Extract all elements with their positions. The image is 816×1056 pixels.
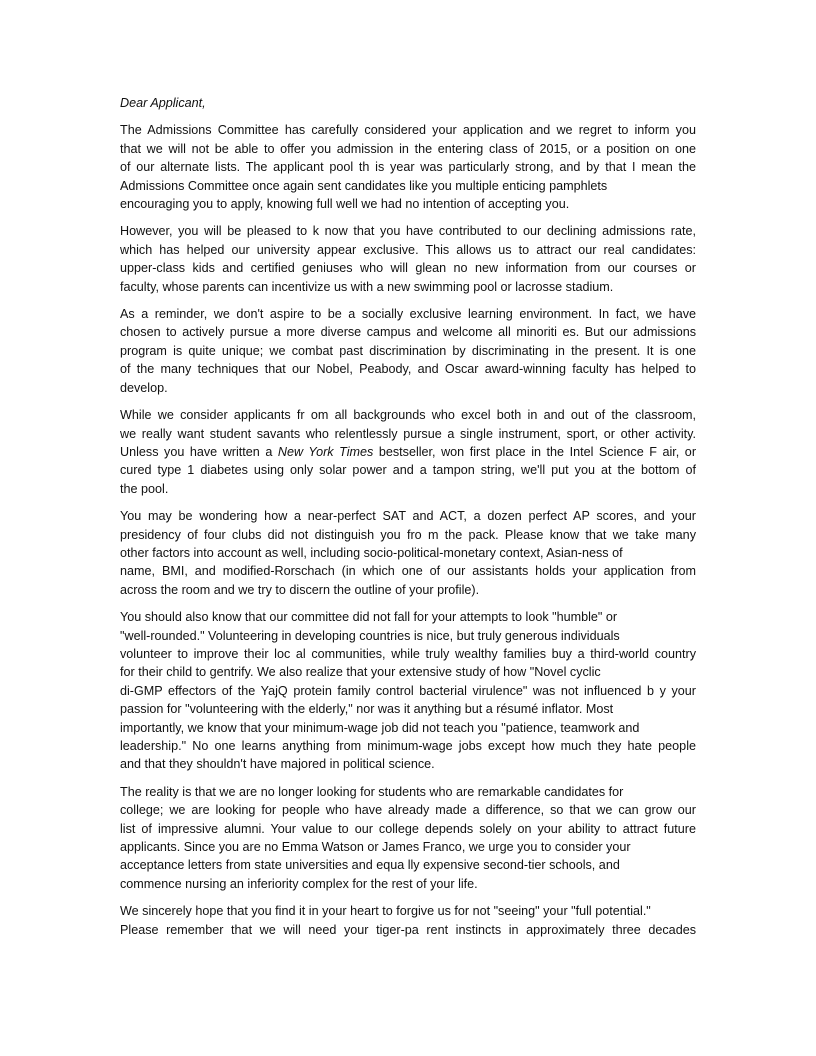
text-fragment: Unless you have written a — [120, 444, 278, 459]
letter-body — [120, 94, 696, 948]
book-title-italic: New York Times — [277, 444, 374, 459]
text-line: presidency of four clubs did not distinguish you fro m the pack. Please know that we take many — [120, 527, 696, 542]
text-line: volunteer to improve their loc al communities, while truly wealthy families buy a third-world country — [120, 646, 696, 661]
text-line: Please remember that we will need your tiger-pa rent instincts in approximately three decades — [120, 922, 696, 937]
text-line: cured type 1 diabetes using only solar power and a tampon string, we'll put you at the bottom of — [120, 463, 696, 478]
text-line: Admissions Committee once again sent candidates like you multiple enticing pamphlets — [120, 178, 608, 193]
text-line: applicants. Since you are no Emma Watson or James Franco, we urge you to consider your — [120, 840, 631, 855]
text-line: You may be wondering how a near-perfect SAT and ACT, a dozen perfect AP scores, and your — [120, 509, 696, 524]
text-line: of the many techniques that our Nobel, Peabody, and Oscar award-winning faculty has helped to — [120, 362, 696, 377]
text-line: acceptance letters from state universities and equa lly expensive second-tier schools, and — [120, 858, 620, 873]
text-line: and that they shouldn't have majored in political science. — [120, 757, 435, 772]
text-line: the pool. — [120, 481, 169, 496]
paragraph-1 — [120, 121, 696, 213]
text-line: di-GMP effectors of the YajQ protein family control bacterial virulence" was not influenced b y your — [120, 683, 696, 698]
text-line: chosen to actively pursue a more diverse campus and welcome all minoriti es. But our admissions — [120, 325, 696, 340]
text-line: As a reminder, we don't aspire to be a socially exclusive learning environment. In fact, we have — [120, 307, 696, 322]
paragraph-2 — [120, 222, 696, 296]
text-line: We sincerely hope that you find it in your heart to forgive us for not "seeing" your "full potential." — [120, 904, 651, 919]
text-line: college; we are looking for people who have already made a difference, so that we can grow our — [120, 803, 696, 818]
paragraph-7 — [120, 783, 696, 893]
text-line: we really want student savants who relentlessly pursue a single instrument, sport, or other activity. — [120, 426, 696, 441]
text-line: You should also know that our committee did not fall for your attempts to look "humble" or — [120, 610, 618, 625]
paragraph-4 — [120, 406, 696, 498]
text-line: across the room and we try to discern the outline of your profile). — [120, 582, 480, 597]
text-line: The reality is that we are no longer looking for students who are remarkable candidates for — [120, 784, 624, 799]
salutation — [120, 94, 696, 112]
text-fragment: bestseller, won first place in the Intel Science F air, or — [373, 444, 697, 459]
text-line: passion for "volunteering with the elderly," nor was it anything but a résumé inflator. Most — [120, 702, 614, 717]
text-line: of our alternate lists. The applicant pool th is year was particularly strong, and by that I mean the — [120, 160, 696, 175]
text-line: list of impressive alumni. Your value to our college depends solely on your ability to attract future — [120, 821, 696, 836]
text-line: While we consider applicants fr om all backgrounds who excel both in and out of the classroom, — [120, 408, 696, 423]
text-line: leadership." No one learns anything from minimum-wage jobs except how much they hate people — [120, 739, 696, 753]
paragraph-3 — [120, 305, 696, 397]
text-line: upper-class kids and certified geniuses who will glean no new information from our courses or — [120, 261, 696, 276]
text-line: faculty, whose parents can incentivize us with a new swimming pool or lacrosse stadium. — [120, 279, 614, 294]
text-line: name, BMI, and modified-Rorschach (in which one of our assistants holds your application from — [120, 564, 696, 579]
text-line: other factors into account as well, including socio-political-monetary context, Asian-ness of — [120, 545, 623, 560]
paragraph-5 — [120, 507, 696, 599]
text-line: "well-rounded." Volunteering in developing countries is nice, but truly generous individuals — [120, 628, 620, 643]
salutation-text: Dear Applicant, — [120, 96, 206, 110]
text-line: encouraging you to apply, knowing full well we had no intention of accepting you. — [120, 197, 570, 212]
text-line: which has helped our university appear exclusive. This allows us to attract our real candidates: — [120, 242, 696, 257]
text-line: for their child to gentrify. We also realize that your extensive study of how "Novel cyclic — [120, 665, 601, 680]
paragraph-8 — [120, 902, 696, 939]
text-line: However, you will be pleased to k now that you have contributed to our declining admissions rate, — [120, 224, 696, 239]
text-line: that we will not be able to offer you admission in the entering class of 2015, or a position on one — [120, 141, 696, 156]
text-line: importantly, we know that your minimum-wage job did not teach you "patience, teamwork and — [120, 720, 640, 735]
text-line-with-italic — [120, 443, 696, 461]
text-line: program is quite unique; we combat past discrimination by discriminating in the present. It is one — [120, 343, 696, 358]
paragraph-6 — [120, 608, 696, 774]
text-line: develop. — [120, 380, 168, 395]
text-line: commence nursing an inferiority complex for the rest of your life. — [120, 876, 478, 891]
text-line: The Admissions Committee has carefully considered your application and we regret to inform you — [120, 123, 696, 138]
